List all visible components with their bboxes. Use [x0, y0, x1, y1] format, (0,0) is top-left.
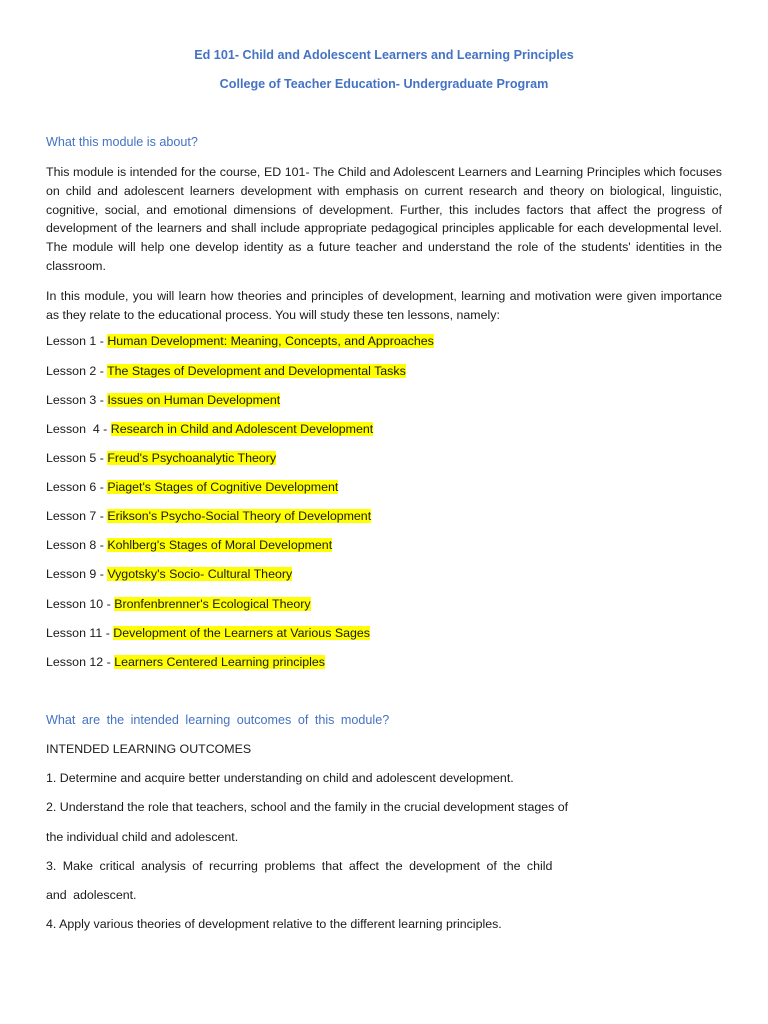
lesson-number: Lesson 9 -	[46, 567, 108, 581]
lesson-title: Freud's Psychoanalytic Theory	[107, 451, 277, 465]
lesson-title: Erikson's Psycho-Social Theory of Development	[107, 509, 372, 523]
lesson-number: Lesson 2 -	[46, 364, 108, 378]
lesson-number: Lesson 8 -	[46, 538, 108, 552]
lesson-number: Lesson 5 -	[46, 451, 108, 465]
section-heading-about: What this module is about?	[46, 135, 198, 149]
lesson-title: Research in Child and Adolescent Development	[110, 422, 374, 436]
lesson-item	[46, 597, 311, 611]
lesson-number: Lesson 1 -	[46, 334, 108, 348]
lesson-item	[46, 422, 373, 436]
lesson-item	[46, 538, 332, 552]
lesson-number: Lesson 12 -	[46, 655, 115, 669]
lesson-number: Lesson 11 -	[46, 626, 114, 640]
lesson-title: Bronfenbrenner's Ecological Theory	[114, 597, 311, 611]
lesson-title: Human Development: Meaning, Concepts, and Approaches	[107, 334, 434, 348]
lesson-item	[46, 480, 338, 494]
lesson-number: Lesson 7 -	[46, 509, 108, 523]
lesson-title: Kohlberg's Stages of Moral Development	[107, 538, 333, 552]
lesson-number: Lesson 10 -	[46, 597, 115, 611]
lesson-title: Piaget's Stages of Cognitive Development	[107, 480, 339, 494]
outcome-item-continued: the individual child and adolescent.	[46, 830, 239, 844]
lesson-title: The Stages of Development and Developmental Tasks	[107, 364, 406, 378]
lesson-item	[46, 393, 280, 407]
lesson-number: Lesson 4 -	[46, 422, 111, 436]
outcome-item: 2. Understand the role that teachers, school and the family in the crucial development stages of	[46, 800, 569, 814]
section-heading-outcomes: What are the intended learning outcomes of this module?	[46, 713, 390, 727]
lesson-title: Issues on Human Development	[107, 393, 281, 407]
outcomes-subheading: INTENDED LEARNING OUTCOMES	[46, 742, 252, 756]
lesson-item	[46, 364, 406, 378]
document-title: Ed 101- Child and Adolescent Learners and Learning Principles	[194, 48, 574, 62]
lesson-item	[46, 451, 276, 465]
lesson-number: Lesson 3 -	[46, 393, 108, 407]
outcome-item-continued: and adolescent.	[46, 888, 137, 902]
lesson-item	[46, 567, 292, 581]
lesson-item	[46, 655, 325, 669]
lesson-title: Learners Centered Learning principles	[114, 655, 325, 669]
lesson-item	[46, 626, 370, 640]
lesson-number: Lesson 6 -	[46, 480, 108, 494]
outcome-item: 3. Make critical analysis of recurring problems that affect the development of the child	[46, 859, 553, 873]
outcome-item: 1. Determine and acquire better understanding on child and adolescent development.	[46, 771, 514, 785]
lesson-title: Development of the Learners at Various Sages	[113, 626, 370, 640]
lesson-item	[46, 334, 434, 348]
lesson-title: Vygotsky's Socio- Cultural Theory	[107, 567, 293, 581]
outcome-item: 4. Apply various theories of development relative to the different learning principles.	[46, 917, 502, 931]
about-paragraph: This module is intended for the course, ED 101- The Child and Adolescent Learners and Learning Principles which focuses on child and adolescent learners development with emphasis on current research and theory on biological, linguistic, cognitive, social, and emotional dimensions of development. Further, this includes factors that affect the progress of development of the learners and shall include appropriate pedagogical principles applicable for each developmental level. The module will help one develop identity as a future teacher and understand the role of the students' identities in the classroom.	[46, 165, 722, 273]
lesson-item	[46, 509, 371, 523]
document-subtitle: College of Teacher Education- Undergraduate Program	[219, 77, 549, 91]
study-paragraph: In this module, you will learn how theories and principles of development, learning and motivation were given importance as they relate to the educational process. You will study these ten lessons, namely:	[46, 289, 722, 322]
